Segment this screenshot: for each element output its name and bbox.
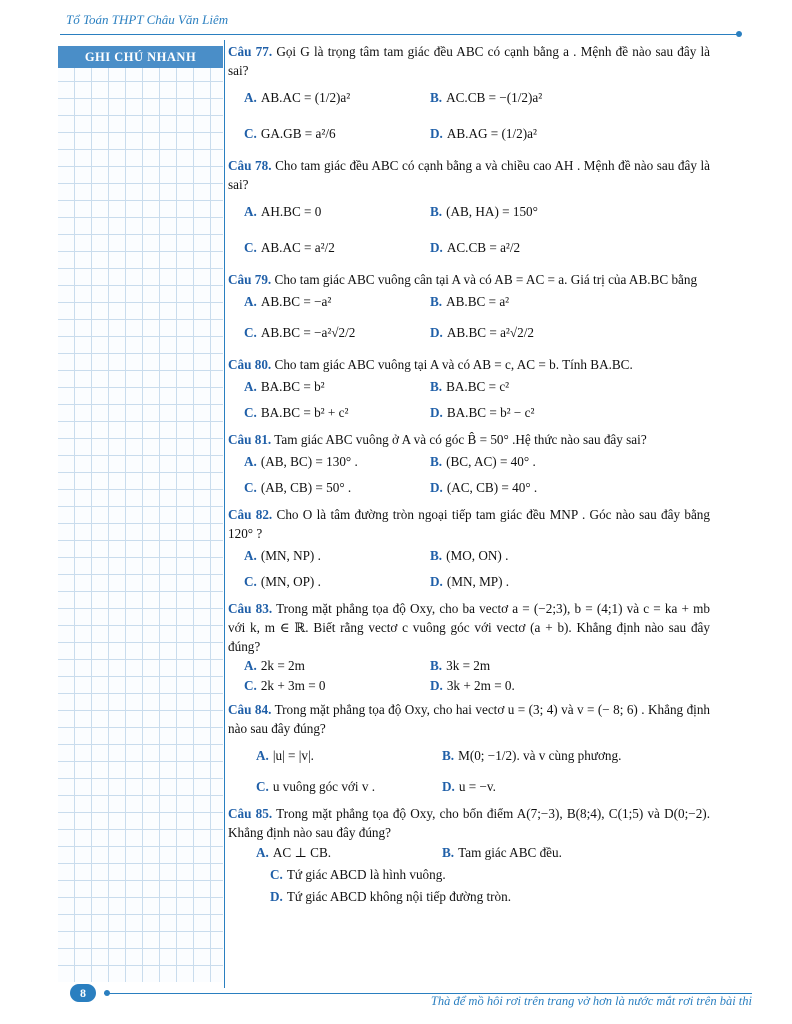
question-number: Câu 78. — [228, 158, 272, 173]
sidebar-divider — [224, 40, 225, 988]
option-a[interactable]: A. AB.BC = −a² — [244, 294, 332, 309]
option-c[interactable]: C. BA.BC = b² + c² — [244, 405, 349, 420]
option-b[interactable]: B. (MO, ON) . — [430, 548, 509, 563]
question-stem: Trong mặt phẳng tọa độ Oxy, cho ba vectơ a = (−2;3), b = (4;1) và c = ka + mb với k, m ∈ ℝ. Biết rằng vectơ c vuông góc với vectơ (a + b). Khẳng định nào sau đây đúng? — [228, 601, 710, 654]
question-stem: Cho tam giác ABC vuông tại A và có AB = c, AC = b. Tính BA.BC. — [274, 357, 633, 372]
option-a[interactable]: A. (AB, BC) = 130° . — [244, 454, 358, 469]
question-80 — [228, 355, 710, 426]
question-82 — [228, 505, 710, 595]
sidebar-title: GHI CHÚ NHANH — [58, 46, 223, 68]
question-stem: Tam giác ABC vuông ở A và có góc B̂ = 50° .Hệ thức nào sau đây sai? — [274, 432, 647, 447]
option-c[interactable]: C. 2k + 3m = 0 — [244, 678, 326, 693]
option-d[interactable]: D. Tứ giác ABCD không nội tiếp đường tròn. — [270, 889, 512, 904]
question-81 — [228, 430, 710, 501]
question-number: Câu 79. — [228, 272, 272, 287]
option-d[interactable]: D. AC.CB = a²/2 — [430, 240, 521, 255]
page-number: 8 — [70, 984, 96, 1002]
option-c[interactable]: C. u vuông góc với v . — [256, 779, 376, 794]
question-stem: Cho tam giác đều ABC có cạnh bằng a và chiều cao AH . Mệnh đề nào sau đây là sai? — [228, 158, 710, 192]
question-78 — [228, 156, 710, 266]
option-d[interactable]: D. (AC, CB) = 40° . — [430, 480, 538, 495]
option-b[interactable]: B. BA.BC = c² — [430, 379, 510, 394]
option-d[interactable]: D. (MN, MP) . — [430, 574, 510, 589]
header-title: Tổ Toán THPT Châu Văn Liêm — [66, 12, 229, 27]
question-list — [228, 42, 710, 912]
option-d[interactable]: D. AB.AG = (1/2)a² — [430, 126, 537, 141]
question-77 — [228, 42, 710, 152]
question-stem: Cho tam giác ABC vuông cân tại A và có AB = AC = a. Giá trị của AB.BC bằng — [274, 272, 698, 287]
option-b[interactable]: B. (BC, AC) = 40° . — [430, 454, 536, 469]
option-a[interactable]: A. 2k = 2m — [244, 658, 305, 673]
question-number: Câu 84. — [228, 702, 272, 717]
question-85 — [228, 804, 710, 908]
option-a[interactable]: A. AH.BC = 0 — [244, 204, 322, 219]
option-d[interactable]: D. u = −v. — [442, 779, 496, 794]
footer-dot — [104, 990, 110, 996]
option-b[interactable]: B. M(0; −1/2). và v cùng phương. — [442, 748, 622, 763]
question-number: Câu 85. — [228, 806, 273, 821]
question-83 — [228, 599, 710, 696]
option-a[interactable]: A. AC ⊥ CB. — [256, 845, 332, 860]
header-dot — [736, 31, 742, 37]
option-d[interactable]: D. 3k + 2m = 0. — [430, 678, 515, 693]
question-number: Câu 77. — [228, 44, 273, 59]
option-b[interactable]: B. Tam giác ABC đều. — [442, 845, 562, 860]
question-stem: Gọi G là trọng tâm tam giác đều ABC có cạnh bằng a . Mệnh đề nào sau đây là sai? — [228, 44, 710, 78]
option-a[interactable]: A. BA.BC = b² — [244, 379, 325, 394]
option-b[interactable]: B. 3k = 2m — [430, 658, 491, 673]
option-b[interactable]: B. AC.CB = −(1/2)a² — [430, 90, 543, 105]
option-c[interactable]: C. (MN, OP) . — [244, 574, 321, 589]
footer-motto: Thà để mồ hôi rơi trên trang vở hơn là nước mắt rơi trên bài thi — [430, 994, 752, 1008]
option-a[interactable]: A. AB.AC = (1/2)a² — [244, 90, 351, 105]
option-c[interactable]: C. (AB, CB) = 50° . — [244, 480, 352, 495]
question-stem: Cho O là tâm đường tròn ngoại tiếp tam giác đều MNP . Góc nào sau đây bằng 120° ? — [228, 507, 710, 541]
question-stem: Trong mặt phẳng tọa độ Oxy, cho hai vectơ u = (3; 4) và v = (− 8; 6) . Khẳng định nào sau đây đúng? — [228, 702, 711, 736]
option-a[interactable]: A. |u| = |v|. — [256, 748, 314, 763]
option-a[interactable]: A. (MN, NP) . — [244, 548, 321, 563]
option-b[interactable]: B. AB.BC = a² — [430, 294, 510, 309]
header-rule — [60, 34, 738, 35]
option-c[interactable]: C. GA.GB = a²/6 — [244, 126, 336, 141]
question-number: Câu 83. — [228, 601, 273, 616]
question-number: Câu 81. — [228, 432, 272, 447]
option-c[interactable]: C. AB.AC = a²/2 — [244, 240, 335, 255]
option-d[interactable]: D. AB.BC = a²√2/2 — [430, 325, 534, 340]
option-c[interactable]: C. AB.BC = −a²√2/2 — [244, 325, 356, 340]
question-79 — [228, 270, 710, 351]
question-84 — [228, 700, 710, 800]
question-number: Câu 82. — [228, 507, 273, 522]
option-c[interactable]: C. Tứ giác ABCD là hình vuông. — [270, 867, 446, 882]
option-b[interactable]: B. (AB, HA) = 150° — [430, 204, 538, 219]
question-stem: Trong mặt phẳng tọa độ Oxy, cho bốn điểm A(7;−3), B(8;4), C(1;5) và D(0;−2). Khẳng định nào sau đây đúng? — [228, 806, 710, 840]
option-d[interactable]: D. BA.BC = b² − c² — [430, 405, 535, 420]
question-number: Câu 80. — [228, 357, 272, 372]
notes-sidebar-grid — [58, 46, 223, 982]
